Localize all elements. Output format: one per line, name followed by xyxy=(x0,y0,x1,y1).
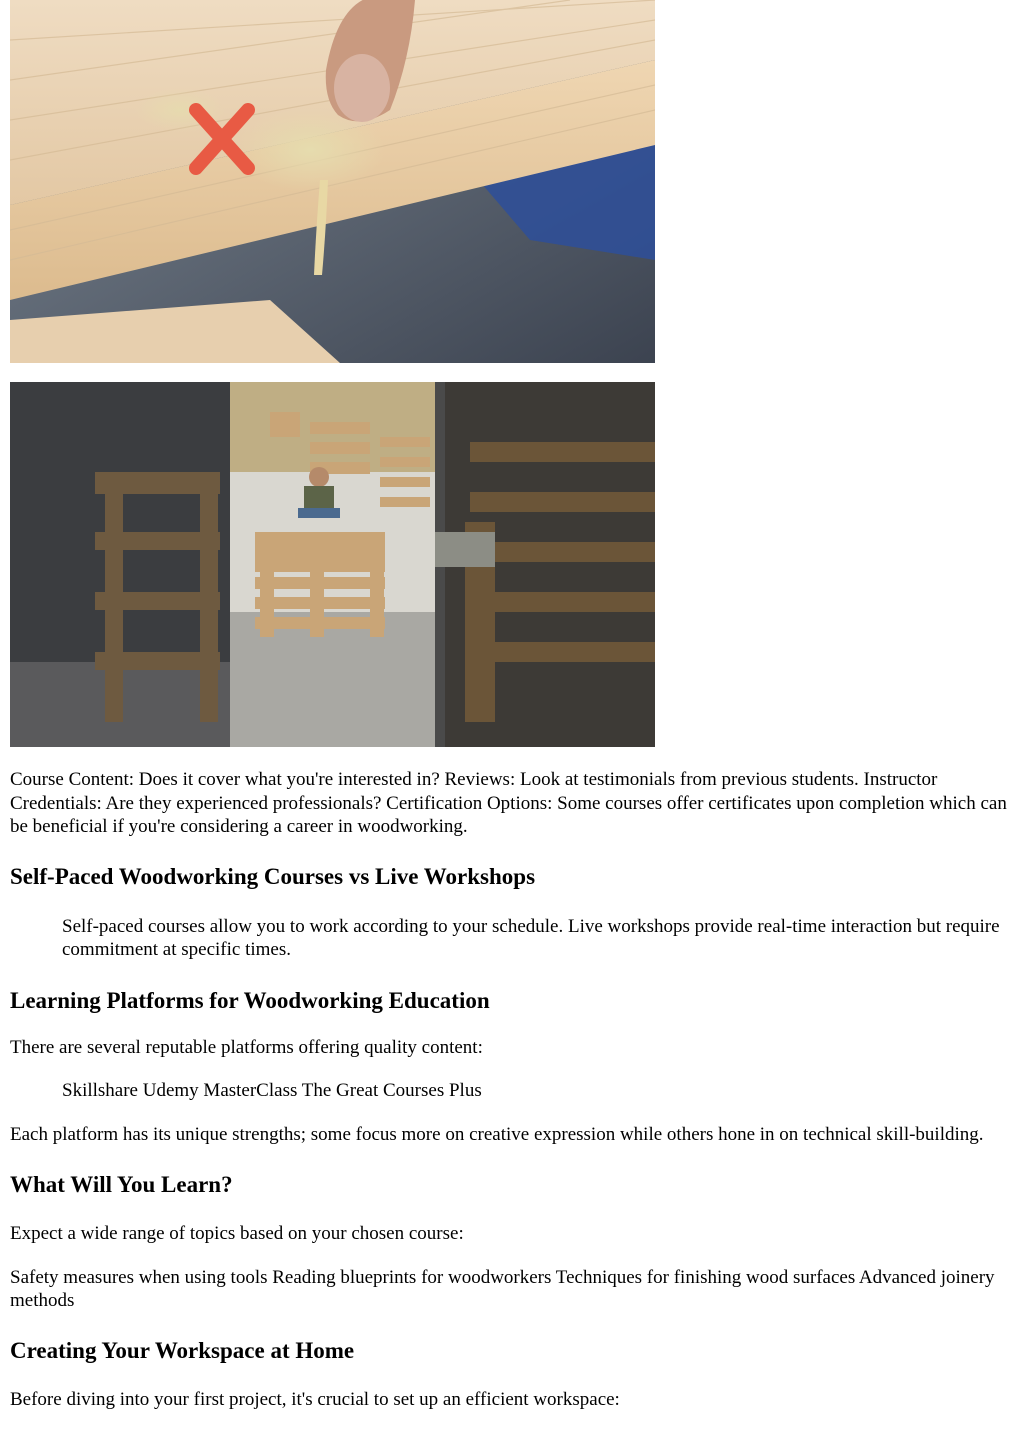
platforms-strengths-paragraph: Each platform has its unique strengths; some focus more on creative expression while others hone in on technical skill-building. xyxy=(10,1123,984,1145)
workspace-heading: Creating Your Workspace at Home xyxy=(10,1337,355,1363)
self-paced-quote: Self-paced courses allow you to work according to your schedule. Live workshops provide real-time interaction but require commitment at specific times. xyxy=(62,915,1000,960)
article-body xyxy=(10,0,1010,1411)
course-criteria-paragraph: Course Content: Does it cover what you're interested in? Reviews: Look at testimonials from previous students. Instructor Credentials: Are they experienced professionals? Certification Options: Some courses offer certificates upon completion which can be beneficial if you're considering a career in woodworking. xyxy=(10,769,1007,837)
platforms-heading: Learning Platforms for Woodworking Education xyxy=(10,987,490,1013)
self-paced-heading: Self-Paced Woodworking Courses vs Live Workshops xyxy=(10,863,536,889)
platforms-list: Skillshare Udemy MasterClass The Great Courses Plus xyxy=(62,1080,482,1101)
learn-heading: What Will You Learn? xyxy=(10,1172,233,1197)
platforms-intro: There are several reputable platforms offering quality content: xyxy=(10,1036,483,1058)
learn-intro: Expect a wide range of topics based on your chosen course: xyxy=(10,1223,464,1244)
pallet-workbench-photo xyxy=(10,382,655,747)
sawdust-pine-board-photo xyxy=(10,0,655,363)
learn-topics-list: Safety measures when using tools Reading blueprints for woodworkers Techniques for finishing wood surfaces Advanced joinery methods xyxy=(10,1266,995,1311)
workspace-intro: Before diving into your first project, it's crucial to set up an efficient workspace: xyxy=(10,1388,620,1410)
